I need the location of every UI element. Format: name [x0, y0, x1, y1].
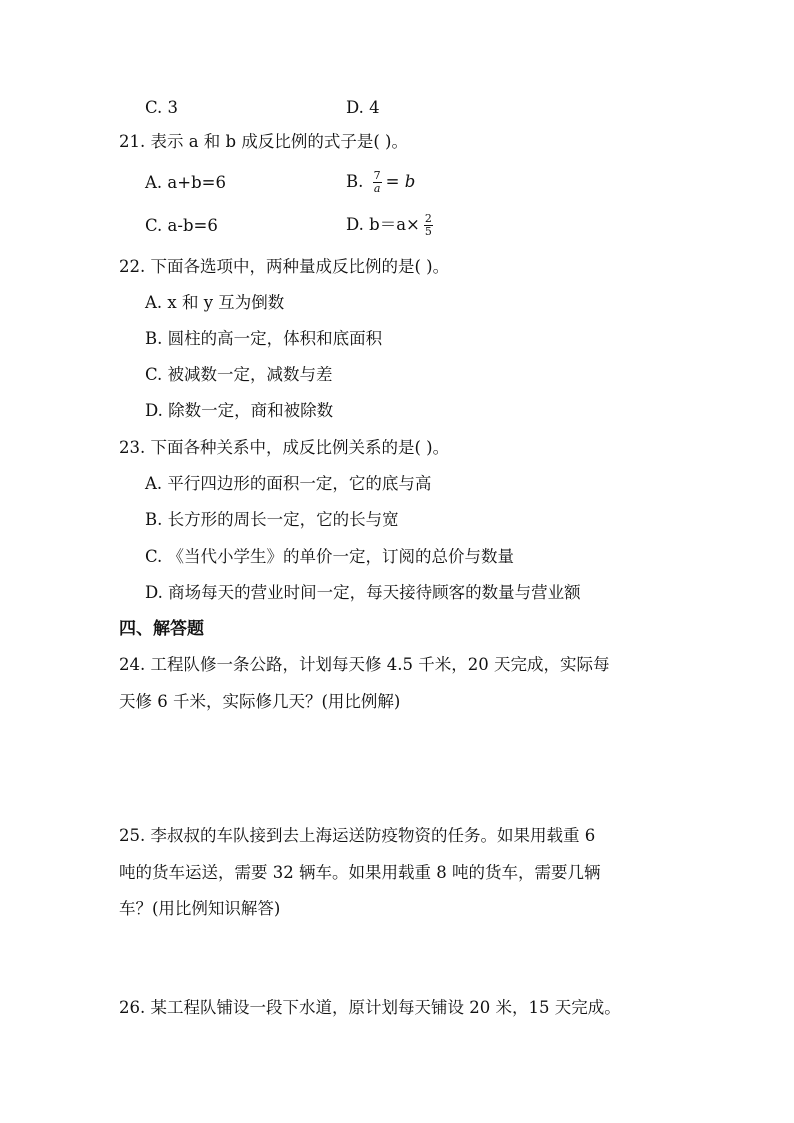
- q21-option-a: A. a+b=6: [145, 173, 226, 192]
- q21-option-b-fraction: [373, 170, 382, 195]
- q24-line-1: 24. 工程队修一条公路，计划每天修 4.5 千米，20 天完成，实际每: [119, 655, 610, 674]
- q21-option-b-prefix: B.: [346, 172, 369, 191]
- q25-line-1: 25. 李叔叔的车队接到去上海运送防疫物资的任务。如果用载重 6: [119, 826, 596, 845]
- q21-option-d: [346, 213, 437, 238]
- q21-option-d-fraction: [424, 213, 433, 238]
- q22-option-b: B. 圆柱的高一定，体积和底面积: [145, 329, 383, 348]
- fraction-denominator: a: [373, 182, 381, 195]
- q23-stem: 23. 下面各种关系中，成反比例关系的是( )。: [119, 438, 450, 457]
- q25-line-2: 吨的货车运送，需要 32 辆车。如果用载重 8 吨的货车，需要几辆: [119, 863, 601, 882]
- q22-option-a: A. x 和 y 互为倒数: [145, 293, 285, 312]
- q25-line-3: 车？(用比例知识解答): [119, 899, 281, 918]
- section-heading: 四、解答题: [119, 619, 204, 639]
- q21-option-d-prefix: D. b＝a×: [346, 215, 420, 234]
- fraction-numerator: 2: [424, 212, 432, 225]
- q20-option-c: C. 3: [145, 98, 179, 117]
- q21-stem: 21. 表示 a 和 b 成反比例的式子是( )。: [119, 132, 408, 151]
- q21-option-c: C. a-b=6: [145, 216, 218, 235]
- q26-line-1: 26. 某工程队铺设一段下水道，原计划每天铺设 20 米，15 天完成。: [119, 998, 621, 1017]
- q23-option-b: B. 长方形的周长一定，它的长与宽: [145, 510, 399, 529]
- q23-option-d: D. 商场每天的营业时间一定，每天接待顾客的数量与营业额: [145, 583, 581, 602]
- q22-option-c: C. 被减数一定，减数与差: [145, 365, 333, 384]
- fraction-denominator: 5: [424, 225, 432, 238]
- q22-stem: 22. 下面各选项中，两种量成反比例的是( )。: [119, 257, 450, 276]
- q20-option-d: D. 4: [346, 98, 380, 117]
- q23-option-c: C. 《当代小学生》的单价一定，订阅的总价与数量: [145, 547, 515, 566]
- q21-option-b: [346, 170, 415, 195]
- fraction-numerator: 7: [373, 169, 381, 182]
- q23-option-a: A. 平行四边形的面积一定，它的底与高: [145, 474, 432, 493]
- q24-line-2: 天修 6 千米，实际修几天？(用比例解): [119, 692, 401, 711]
- q21-option-b-rest: = b: [385, 172, 416, 191]
- q22-option-d: D. 除数一定，商和被除数: [145, 401, 334, 420]
